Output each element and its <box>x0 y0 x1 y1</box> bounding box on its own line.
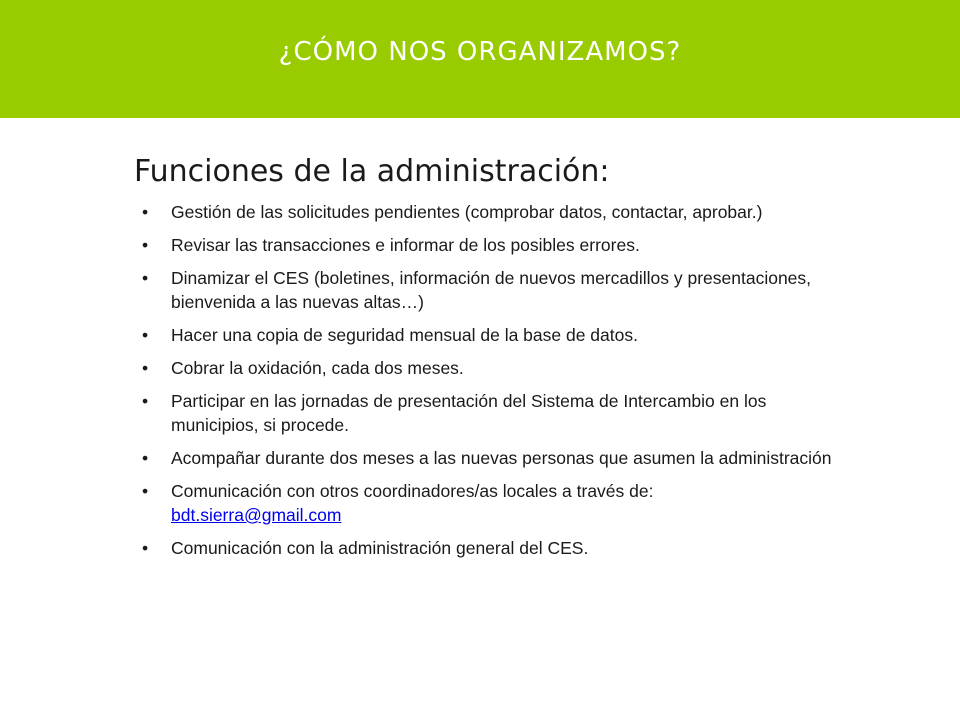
bullet-marker: • <box>142 235 149 255</box>
bullet-text: Cobrar la oxidación, cada dos meses. <box>171 358 464 378</box>
bullet-text: Dinamizar el CES (boletines, información de nuevos mercadillos y presentaciones, bienvenida a las nuevas altas…) <box>171 268 812 312</box>
section-heading: Funciones de la administración: <box>134 154 610 189</box>
bullet-item-solicitudes <box>134 200 834 224</box>
bullet-item-copia-seguridad <box>134 323 834 347</box>
bullet-marker: • <box>142 448 149 468</box>
bullet-text: Comunicación con la administración general del CES. <box>171 538 589 558</box>
bullet-text: Acompañar durante dos meses a las nuevas personas que asumen la administración <box>171 448 832 468</box>
bullet-marker: • <box>142 268 149 288</box>
bullet-item-acompanar <box>134 446 834 470</box>
slide-title: ¿CÓMO NOS ORGANIZAMOS? <box>278 37 682 67</box>
bullet-marker: • <box>142 538 149 558</box>
bullet-list <box>134 200 834 569</box>
bullet-item-dinamizar <box>134 266 834 314</box>
email-link[interactable]: bdt.sierra@gmail.com <box>171 505 342 525</box>
bullet-item-transacciones <box>134 233 834 257</box>
bullet-text: Revisar las transacciones e informar de los posibles errores. <box>171 235 640 255</box>
bullet-text: Participar en las jornadas de presentación del Sistema de Intercambio en los municipios, si procede. <box>171 391 767 435</box>
bullet-marker: • <box>142 358 149 378</box>
bullet-text: Comunicación con otros coordinadores/as locales a través de: <box>171 481 654 501</box>
bullet-text: Hacer una copia de seguridad mensual de la base de datos. <box>171 325 638 345</box>
bullet-text: Gestión de las solicitudes pendientes (comprobar datos, contactar, aprobar.) <box>171 202 763 222</box>
bullet-item-comunicacion-general <box>134 536 834 560</box>
bullet-marker: • <box>142 202 149 222</box>
bullet-marker: • <box>142 391 149 411</box>
bullet-item-oxidacion <box>134 356 834 380</box>
bullet-item-jornadas <box>134 389 834 437</box>
bullet-marker: • <box>142 481 149 501</box>
bullet-item-comunicacion-locales <box>134 479 834 527</box>
bullet-marker: • <box>142 325 149 345</box>
